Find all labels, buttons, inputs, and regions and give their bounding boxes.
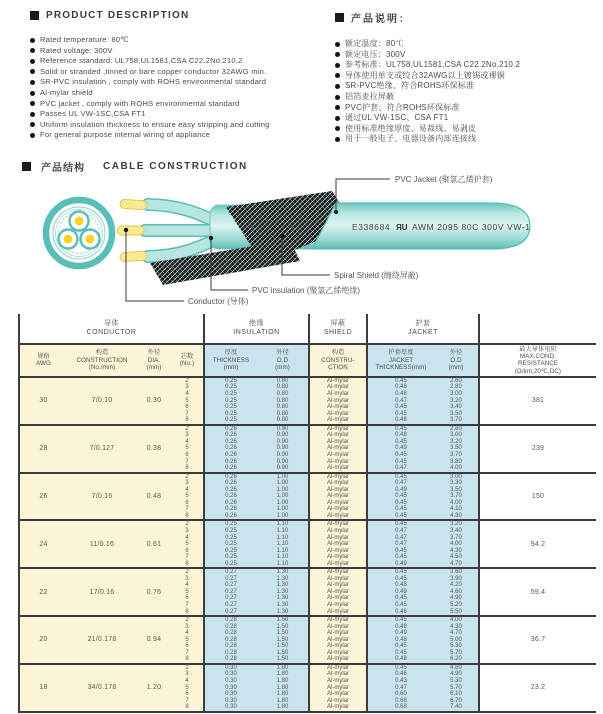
- bullet-icon: [30, 69, 35, 74]
- description-item: [30, 109, 335, 120]
- description-item: [30, 67, 335, 78]
- bullet-icon: [335, 116, 340, 121]
- spec-table-body: [19, 377, 596, 712]
- description-item: [30, 56, 335, 67]
- construction-title-en: CABLE CONSTRUCTION: [103, 160, 248, 172]
- col-header-resistance: 最大导体电阻 MAX.COND. RESISTANCE (Ω/km,20℃,DC): [479, 344, 596, 377]
- description-item-text: Al-mylar shield: [40, 87, 93, 97]
- table-row: [19, 664, 596, 712]
- cell-jacket-thickness: 0.45 0.48 0.45 0.49 0.45 0.45 0.47: [367, 425, 434, 473]
- cell-shield: Al-mylar Al-mylar Al-mylar Al-mylar Al-mylar Al-mylar Al-mylar: [309, 377, 367, 425]
- group-header-shield: 屏蔽 SHIELD: [309, 314, 367, 344]
- description-item-text: PVC护套、符合ROHS环保标准: [345, 102, 460, 112]
- cell-resistance: 36.7: [479, 616, 596, 664]
- cell-cores: 2 3 4 5 6 7 8: [171, 377, 204, 425]
- cell-jacket-thickness: 0.45 0.45 0.48 0.49 0.45 0.45 0.46: [367, 568, 434, 616]
- section-square-icon: [335, 13, 344, 22]
- description-item: [335, 103, 595, 114]
- cell-awg: 24: [19, 520, 67, 568]
- col-header-jacket-od: 外径 O.D (mm): [434, 344, 479, 377]
- group-header-jacket: 护套 JACKET: [367, 314, 479, 344]
- cell-cores: 2 3 4 5 6 7 8: [171, 425, 204, 473]
- col-header-ins-thickness: 厚度 THICKNESS (mm): [204, 344, 257, 377]
- description-en: [30, 10, 335, 145]
- cell-resistance: 23.2: [479, 664, 596, 712]
- description-item: [335, 39, 595, 50]
- cell-jacket-thickness: 0.45 0.48 0.49 0.48 0.45 0.45 0.48: [367, 616, 434, 664]
- bullet-icon: [30, 91, 35, 96]
- description-item-text: 用于一般电子、电器设备内部连接线: [345, 134, 477, 144]
- cell-awg: 18: [19, 664, 67, 712]
- description-item-text: 额定温度：80℃: [345, 39, 404, 48]
- description-item: [335, 113, 595, 124]
- column-header-row: [19, 344, 596, 377]
- description-en-title: PRODUCT DESCRIPTION: [46, 10, 190, 21]
- bullet-icon: [335, 42, 340, 47]
- bullet-icon: [30, 112, 35, 117]
- cell-ins-od: 0.80 0.80 0.80 0.80 0.80 0.80 0.80: [257, 377, 309, 425]
- description-item-text: Reference standard: UL758,UL1581,CSA C22.2No.210.2: [40, 56, 243, 66]
- bullet-icon: [30, 80, 35, 85]
- col-header-dia: 外径 DIA. (mm): [137, 344, 171, 377]
- cell-dia: 0.94: [137, 616, 171, 664]
- bullet-icon: [335, 137, 340, 142]
- label-pvc-jacket: PVC Jacket (聚氯乙烯护套): [395, 174, 493, 184]
- cell-shield: Al-mylar Al-mylar Al-mylar Al-mylar Al-mylar Al-mylar Al-mylar: [309, 425, 367, 473]
- construction-title-row: [0, 145, 603, 174]
- group-header-conductor: 导体 CONDUCTOR: [19, 314, 204, 344]
- cell-awg: 28: [19, 425, 67, 473]
- cell-shield: Al-mylar Al-mylar Al-mylar Al-mylar Al-mylar Al-mylar Al-mylar: [309, 616, 367, 664]
- table-row: [19, 568, 596, 616]
- description-item-text: 铝箔麦拉屏蔽: [345, 91, 395, 101]
- bullet-icon: [335, 52, 340, 57]
- bullet-icon: [30, 122, 35, 127]
- description-item: [335, 71, 595, 82]
- bullet-icon: [335, 105, 340, 110]
- cell-dia: 0.38: [137, 425, 171, 473]
- cell-awg: 26: [19, 473, 67, 521]
- cell-ins-od: 1.30 1.30 1.30 1.30 1.30 1.30 1.30: [257, 568, 309, 616]
- cell-jacket-od: 4.60 4.90 5.30 5.70 6.10 6.70 7.40: [434, 664, 479, 712]
- bullet-icon: [30, 133, 35, 138]
- description-item-text: Passes UL VW-1SC,CSA FT1: [40, 109, 146, 119]
- col-header-cores: 芯数 (No.): [171, 344, 204, 377]
- cell-ins-thickness: 0.26 0.26 0.26 0.26 0.26 0.26 0.26: [204, 473, 257, 521]
- table-row: [19, 616, 596, 664]
- description-item-text: Rated voltage: 300V: [40, 45, 113, 55]
- cell-jacket-thickness: 0.45 0.48 0.48 0.47 0.45 0.45 0.48: [367, 377, 434, 425]
- description-item-text: 参考标准：UL758,UL1581,CSA C22.2No.210.2: [345, 60, 521, 70]
- cell-shield: Al-mylar Al-mylar Al-mylar Al-mylar Al-mylar Al-mylar Al-mylar: [309, 520, 367, 568]
- cell-resistance: 239: [479, 425, 596, 473]
- group-header-row: [19, 314, 596, 344]
- cell-resistance: 94.2: [479, 520, 596, 568]
- description-item-text: Rated temperature: 80℃: [40, 35, 129, 44]
- cell-jacket-od: 3.20 3.40 3.70 4.00 4.30 4.50 4.70: [434, 520, 479, 568]
- table-row: [19, 425, 596, 473]
- cell-construction: 7/0.16: [67, 473, 137, 521]
- cell-ins-od: 1.00 1.00 1.00 1.00 1.00 1.00 1.00: [257, 473, 309, 521]
- description-item-text: SR-PVC绝缘、符合ROHS环保标准: [345, 81, 475, 91]
- description-en-list: [30, 35, 335, 141]
- description-item-text: 通过UL VW-1SC、CSA FT1: [345, 113, 449, 123]
- bullet-icon: [30, 38, 35, 43]
- bullet-icon: [335, 63, 340, 68]
- description-item: [335, 134, 595, 145]
- group-header-insulation: 绝缘 INSULATION: [204, 314, 309, 344]
- bullet-icon: [30, 101, 35, 106]
- description-item: [30, 77, 335, 88]
- cell-dia: 0.30: [137, 377, 171, 425]
- cell-construction: 17/0.16: [67, 568, 137, 616]
- cell-ins-od: 1.10 1.10 1.10 1.10 1.10 1.10 1.10: [257, 520, 309, 568]
- description-item-text: Solid or stranded ,tinned or bare copper conductor 32AWG min.: [40, 66, 267, 76]
- cell-cores: 2 3 4 5 6 7 8: [171, 473, 204, 521]
- cell-ins-thickness: 0.26 0.26 0.26 0.26 0.26 0.26 0.26: [204, 425, 257, 473]
- cell-awg: 22: [19, 568, 67, 616]
- col-header-shield-construction: 构造 CONSTRU- CTION: [309, 344, 367, 377]
- cell-jacket-thickness: 0.45 0.47 0.47 0.47 0.45 0.45 0.49: [367, 520, 434, 568]
- cable-diagram: [0, 174, 603, 314]
- cell-construction: 7/0.10: [67, 377, 137, 425]
- cell-dia: 0.61: [137, 520, 171, 568]
- cross-section: [46, 200, 112, 266]
- table-row: [19, 377, 596, 425]
- cell-construction: 11/0.16: [67, 520, 137, 568]
- cell-dia: 0.76: [137, 568, 171, 616]
- description-cn-list: [335, 39, 595, 145]
- description-item: [335, 92, 595, 103]
- cell-resistance: 150: [479, 473, 596, 521]
- cell-shield: Al-mylar Al-mylar Al-mylar Al-mylar Al-mylar Al-mylar Al-mylar: [309, 568, 367, 616]
- section-square-icon: [22, 162, 31, 171]
- bullet-icon: [335, 73, 340, 78]
- col-header-jacket-thickness: 护套厚度 JACKET THICKNESS(mm): [367, 344, 434, 377]
- bullet-icon: [335, 84, 340, 89]
- bullet-icon: [30, 48, 35, 53]
- description-item: [30, 130, 335, 141]
- description-item: [30, 120, 335, 131]
- description-item-text: PVC jacket , comply with ROHS environmental standard: [40, 98, 240, 108]
- col-header-construction: 构造 CONSTRUCTION (No./mm): [67, 344, 137, 377]
- description-item: [30, 46, 335, 57]
- description-item: [335, 124, 595, 135]
- description-cn-title-row: [335, 10, 595, 25]
- cell-jacket-od: 2.60 2.80 3.00 3.20 3.40 3.50 3.70: [434, 377, 479, 425]
- description-item-text: SR-PVC insulation , comply with ROHS environmental standard: [40, 77, 267, 87]
- cell-ins-thickness: 0.30 0.30 0.30 0.30 0.30 0.30 0.30: [204, 664, 257, 712]
- cell-cores: 2 3 4 5 6 7 8: [171, 616, 204, 664]
- cell-shield: Al-mylar Al-mylar Al-mylar Al-mylar Al-mylar Al-mylar Al-mylar: [309, 664, 367, 712]
- table-row: [19, 520, 596, 568]
- cell-jacket-od: 3.00 3.30 3.50 3.70 4.00 4.10 4.30: [434, 473, 479, 521]
- cell-resistance: 381: [479, 377, 596, 425]
- spec-table: [18, 314, 596, 713]
- description-cn: [335, 10, 595, 145]
- cell-ins-od: 0.90 0.90 0.90 0.90 0.90 0.90 0.90: [257, 425, 309, 473]
- description-item: [335, 60, 595, 71]
- conductor-tips: [117, 199, 147, 262]
- cell-jacket-thickness: 0.45 0.47 0.49 0.45 0.45 0.45 0.45: [367, 473, 434, 521]
- label-pvc-insulation: PVC insulation (聚氯乙烯绝缘): [252, 285, 361, 295]
- bullet-icon: [30, 59, 35, 64]
- cell-ins-thickness: 0.25 0.25 0.25 0.25 0.25 0.25 0.25: [204, 520, 257, 568]
- description-item-text: 导体使用单支或绞合32AWG以上镀锡或裸铜: [345, 70, 505, 80]
- cell-awg: 20: [19, 616, 67, 664]
- description-item-text: 使用标准绝缘厚度、易裁线、易剥皮: [345, 123, 477, 133]
- cable-print-spec: AWM 2095 80C 300V VW-1: [412, 221, 531, 232]
- description-cn-title: 产品说明：: [351, 14, 411, 25]
- cell-ins-od: 1.80 1.80 1.80 1.80 1.80 1.80 1.80: [257, 664, 309, 712]
- cell-awg: 30: [19, 377, 67, 425]
- cell-jacket-od: 4.00 4.30 4.70 5.00 5.30 5.70 6.20: [434, 616, 479, 664]
- label-conductor: Conductor (导体): [188, 296, 249, 306]
- cell-ins-thickness: 0.25 0.25 0.25 0.25 0.25 0.25 0.25: [204, 377, 257, 425]
- cell-ins-thickness: 0.28 0.28 0.28 0.28 0.28 0.28 0.28: [204, 616, 257, 664]
- cell-construction: 21/0.178: [67, 616, 137, 664]
- description-item: [335, 50, 595, 61]
- description-item-text: For general purpose internal wiring of appliance: [40, 130, 211, 140]
- cell-jacket-thickness: 0.45 0.46 0.43 0.47 0.60 0.68 0.68: [367, 664, 434, 712]
- table-row: [19, 473, 596, 521]
- description-item-text: Uniform insulation thickness to ensure easy stripping and cutting: [40, 119, 270, 129]
- description-item: [30, 88, 335, 99]
- cell-construction: 7/0.127: [67, 425, 137, 473]
- description-section: [0, 0, 603, 145]
- cell-resistance: 59.4: [479, 568, 596, 616]
- group-header-resistance-spacer: [479, 314, 596, 344]
- construction-title-cn: 产品结构: [41, 162, 85, 174]
- cell-jacket-od: 2.80 3.00 3.20 3.50 3.70 3.80 4.00: [434, 425, 479, 473]
- label-spiral-shield: Spiral Shield (缠绕屏蔽): [334, 270, 419, 280]
- description-item: [30, 99, 335, 110]
- description-item-text: 额定电压：300V: [345, 49, 406, 59]
- cell-ins-thickness: 0.27 0.27 0.27 0.27 0.27 0.27 0.27: [204, 568, 257, 616]
- col-header-ins-od: 外径 O.D (mm): [257, 344, 309, 377]
- ul-recognized-mark-icon: ЯU: [396, 222, 408, 232]
- description-en-title-row: [30, 10, 335, 21]
- col-header-awg: 规格 AWG: [19, 344, 67, 377]
- cell-dia: 0.48: [137, 473, 171, 521]
- cell-dia: 1.20: [137, 664, 171, 712]
- cable-print-cert: E338684: [352, 221, 391, 232]
- cell-construction: 34/0.178: [67, 664, 137, 712]
- bullet-icon: [335, 95, 340, 100]
- description-item: [30, 35, 335, 46]
- cell-jacket-od: 3.60 3.90 4.20 4.60 4.90 5.20 5.50: [434, 568, 479, 616]
- section-square-icon: [30, 11, 39, 20]
- cell-cores: 2 3 4 5 6 7 8: [171, 568, 204, 616]
- cell-shield: Al-mylar Al-mylar Al-mylar Al-mylar Al-mylar Al-mylar Al-mylar: [309, 473, 367, 521]
- cell-cores: 2 3 4 5 6 7 8: [171, 664, 204, 712]
- description-item: [335, 81, 595, 92]
- cell-cores: 2 3 4 5 6 7 8: [171, 520, 204, 568]
- cell-ins-od: 1.50 1.50 1.50 1.50 1.50 1.50 1.50: [257, 616, 309, 664]
- bullet-icon: [335, 126, 340, 131]
- pvc-jacket: [312, 203, 531, 249]
